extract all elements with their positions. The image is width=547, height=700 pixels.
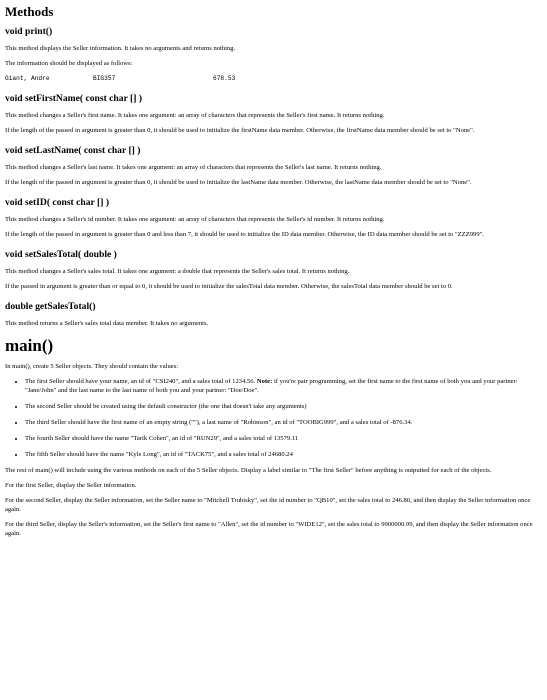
main-intro: In main(), create 5 Seller objects. They should contain the values: — [5, 363, 179, 370]
methods-heading: Methods — [5, 4, 54, 19]
seller-list — [5, 377, 543, 459]
list-item: • The second Seller should be created using the default constructor (the one that doesn't take any arguments) — [25, 402, 543, 411]
list-item: • The fifth Seller should have the name "Kyle Long", an id of "TACK75", and a sales total of 24680.24 — [25, 450, 543, 459]
setid-rule: If the length of the passed in argument is greater than 0 and less than 7, it should be used to initialize the ID data member. Otherwise, the ID data member should be set to "ZZZ999". — [5, 231, 484, 238]
print-example-output — [5, 74, 543, 83]
first-seller-paragraph: For the first Seller, display the Seller information. — [5, 482, 137, 489]
getsalestotal-method-title: double getSalesTotal() — [5, 301, 96, 312]
main-heading: main() — [5, 336, 54, 355]
setfirstname-method-title: void setFirstName( const char [] ) — [5, 93, 143, 104]
setlastname-rule: If the length of the passed in argument is greater than 0, it should be used to initialize the lastName data member. Otherwise, the lastName data member should be set to "None". — [5, 179, 472, 186]
list-item — [25, 377, 543, 395]
second-seller-paragraph: For the second Seller, display the Seller information, set the Seller name to "Mitchell Trubisky", set the id number to "QB10", set the sales total to 246.80, and then display the Seller information once again. — [5, 497, 531, 513]
print-format-intro: The information should be displayed as follows: — [5, 60, 133, 67]
main-rest-paragraph: The rest of main() will include using the various methods on each of the 5 Seller objects. Display a label similar to "The first Seller" before anything is outputted for each of the objects. — [5, 467, 492, 474]
setlastname-description: This method changes a Seller's last name. It takes one argument: an array of characters that represents the Seller's last name. It returns nothing. — [5, 164, 382, 171]
getsalestotal-description: This method returns a Seller's sales total data member. It takes no arguments. — [5, 320, 209, 327]
list-item: • The third Seller should have the first name of an empty string (""), a last name of "Robinson", an id of "TOOBIG999", and a sales total of -876.34. — [25, 418, 543, 427]
third-seller-paragraph: For the third Seller, display the Seller's information, set the Seller's first name to "Allen", set the id number to "WIDE12", set the sales total to 9900000.99, and then display the Seller information once again. — [5, 521, 533, 537]
example-total: 678.53 — [213, 75, 236, 82]
item1-text: The first Seller should have your name, an id of "CSI240", and a sales total of 1234.56. — [25, 378, 257, 385]
setfirstname-rule: If the length of the passed in argument is greater than 0, it should be used to initialize the firstName data member. Otherwise, the firstName data member should be set to "None". — [5, 127, 475, 134]
setid-method-title: void setID( const char [] ) — [5, 197, 110, 208]
setlastname-method-title: void setLastName( const char [] ) — [5, 145, 141, 156]
item1-note-label: Note: — [256, 378, 273, 385]
setsalestotal-method-title: void setSalesTotal( double ) — [5, 249, 117, 260]
setid-description: This method changes a Seller's id number. It takes one argument: an array of characters that represents the Seller's id number. It returns nothing. — [5, 216, 385, 223]
item1-note-text: if you're pair programming, set the first name to the first name of both you and your partner: "Jane/John" and the last name to the last name of both you and your partner: "Doe/Doe". — [25, 378, 518, 394]
print-method-description: This method displays the Seller information. It takes no arguments and returns nothing. — [5, 45, 236, 52]
setfirstname-description: This method changes a Seller's first name. It takes one argument: an array of characters that represents the Seller's first name. It returns nothing. — [5, 112, 385, 119]
list-item: • The fourth Seller should have the name "Tarik Cohen", an id of "RUN29", and a sales total of 13579.11 — [25, 434, 543, 443]
setsalestotal-rule: If the passed in argument is greater than or equal to 0, it should be used to initialize the salesTotal data member. Otherwise, the salesTotal data member should be set to 0. — [5, 283, 453, 290]
example-name: Giant, Andre — [5, 75, 50, 82]
print-method-title: void print() — [5, 26, 53, 37]
example-id: BIG357 — [93, 75, 116, 82]
setsalestotal-description: This method changes a Seller's sales total. It takes one argument: a double that represents the Seller's sales total. It returns nothing. — [5, 268, 350, 275]
